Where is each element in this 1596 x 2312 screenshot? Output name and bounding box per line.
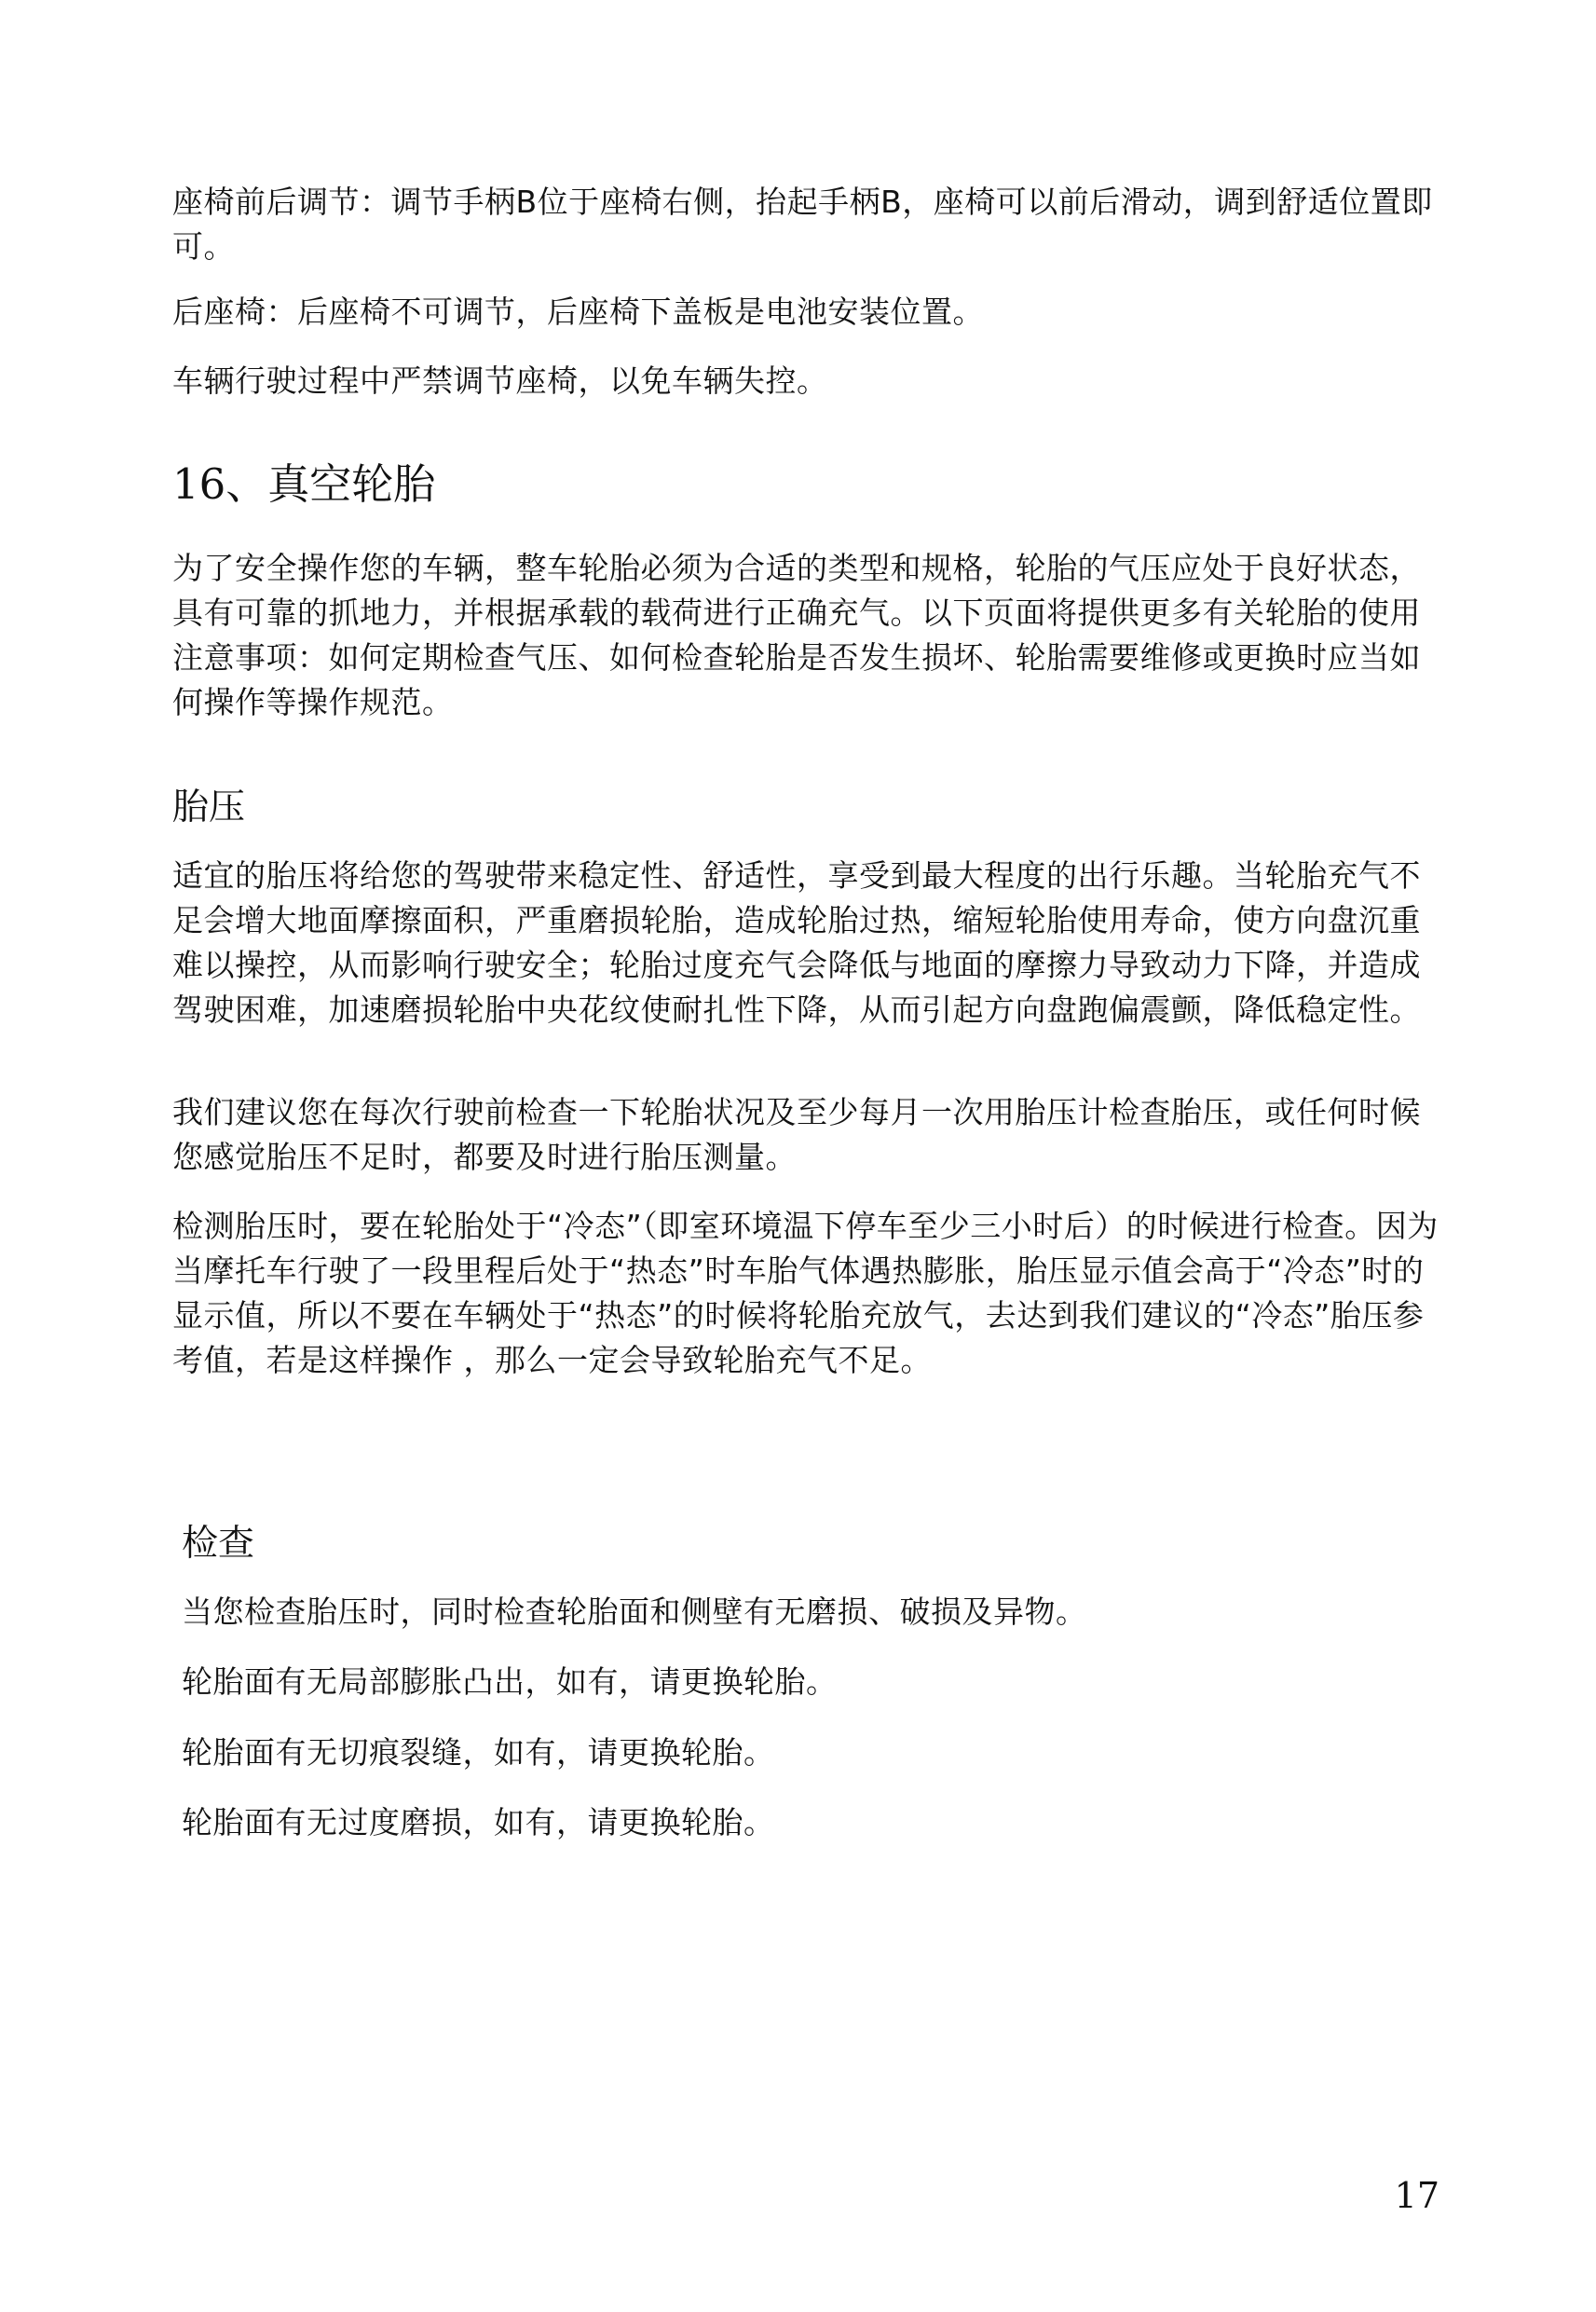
list-item: 轮胎面有无局部膨胀凸出，如有，请更换轮胎。 — [182, 1663, 838, 1700]
paragraph-text: 为了安全操作您的车辆，整车轮胎必须为合适的类型和规格，轮胎的气压应处于良好状态，具有可靠的抓地力，并根据承载的载荷进行正确充气。以下页面将提供更多有关轮胎的使用注意事项：如何定期检查气压、如何检查轮胎是否发生损坏、轮胎需要维修或更换时应当如何操作等操作规范。 — [172, 550, 1421, 720]
section-title-block — [172, 457, 1439, 513]
paragraph-text: 检测胎压时，要在轮胎处于“冷态”（即室环境温下停车至少三小时后）的时候进行检查。因为当摩托车行驶了一段里程后处于“热态”时车胎气体遇热膨胀，胎压显示值会高于“冷态”时的显示值，所以不要在车辆处于“热态”的时候将轮胎充放气，去达到我们建议的“冷态”胎压参考值，若是这样操作 ，那么一定会导致轮胎充气不足。 — [172, 1208, 1439, 1378]
paragraph-text: 座椅前后调节：调节手柄B位于座椅右侧，抬起手柄B，座椅可以前后滑动，调到舒适位置即可。 — [172, 184, 1433, 265]
list-item: 轮胎面有无切痕裂缝，如有，请更换轮胎。 — [182, 1734, 775, 1771]
tire-pressure-heading: 胎压 — [172, 787, 246, 828]
inspection-item-2 — [182, 1660, 1449, 1704]
paragraph-text: 我们建议您在每次行驶前检查一下轮胎状况及至少每月一次用胎压计检查胎压，或任何时候您感觉胎压不足时，都要及时进行胎压测量。 — [172, 1094, 1421, 1175]
seat-warning-paragraph — [172, 359, 1439, 404]
rear-seat-paragraph — [172, 290, 1439, 335]
inspection-item-1 — [182, 1590, 1449, 1635]
page-number: 17 — [1394, 2175, 1439, 2216]
tire-pressure-paragraph-2 — [172, 1090, 1439, 1180]
section-intro-paragraph — [172, 546, 1439, 725]
list-item: 当您检查胎压时，同时检查轮胎面和侧壁有无磨损、破损及异物。 — [182, 1594, 1087, 1630]
tire-pressure-heading-block — [172, 783, 1439, 833]
inspection-item-4 — [182, 1800, 1449, 1845]
tire-pressure-paragraph-1 — [172, 854, 1439, 1033]
paragraph-text: 车辆行驶过程中严禁调节座椅，以免车辆失控。 — [172, 363, 828, 399]
inspection-item-3 — [182, 1731, 1449, 1775]
inspection-heading-block — [182, 1519, 1449, 1569]
list-item: 轮胎面有无过度磨损，如有，请更换轮胎。 — [182, 1804, 775, 1840]
inspection-heading: 检查 — [182, 1523, 255, 1565]
tire-pressure-paragraph-3 — [172, 1204, 1439, 1383]
paragraph-text: 后座椅：后座椅不可调节，后座椅下盖板是电池安装位置。 — [172, 294, 984, 330]
seat-front-rear-paragraph — [172, 180, 1439, 269]
paragraph-text: 适宜的胎压将给您的驾驶带来稳定性、舒适性，享受到最大程度的出行乐趣。当轮胎充气不足会增大地面摩擦面积，严重磨损轮胎，造成轮胎过热，缩短轮胎使用寿命，使方向盘沉重难以操控，从而影响行驶安全；轮胎过度充气会降低与地面的摩擦力导致动力下降，并造成驾驶困难，加速磨损轮胎中央花纹使耐扎性下降，从而引起方向盘跑偏震颤，降低稳定性。 — [172, 857, 1421, 1028]
section-title: 16、真空轮胎 — [172, 459, 436, 509]
